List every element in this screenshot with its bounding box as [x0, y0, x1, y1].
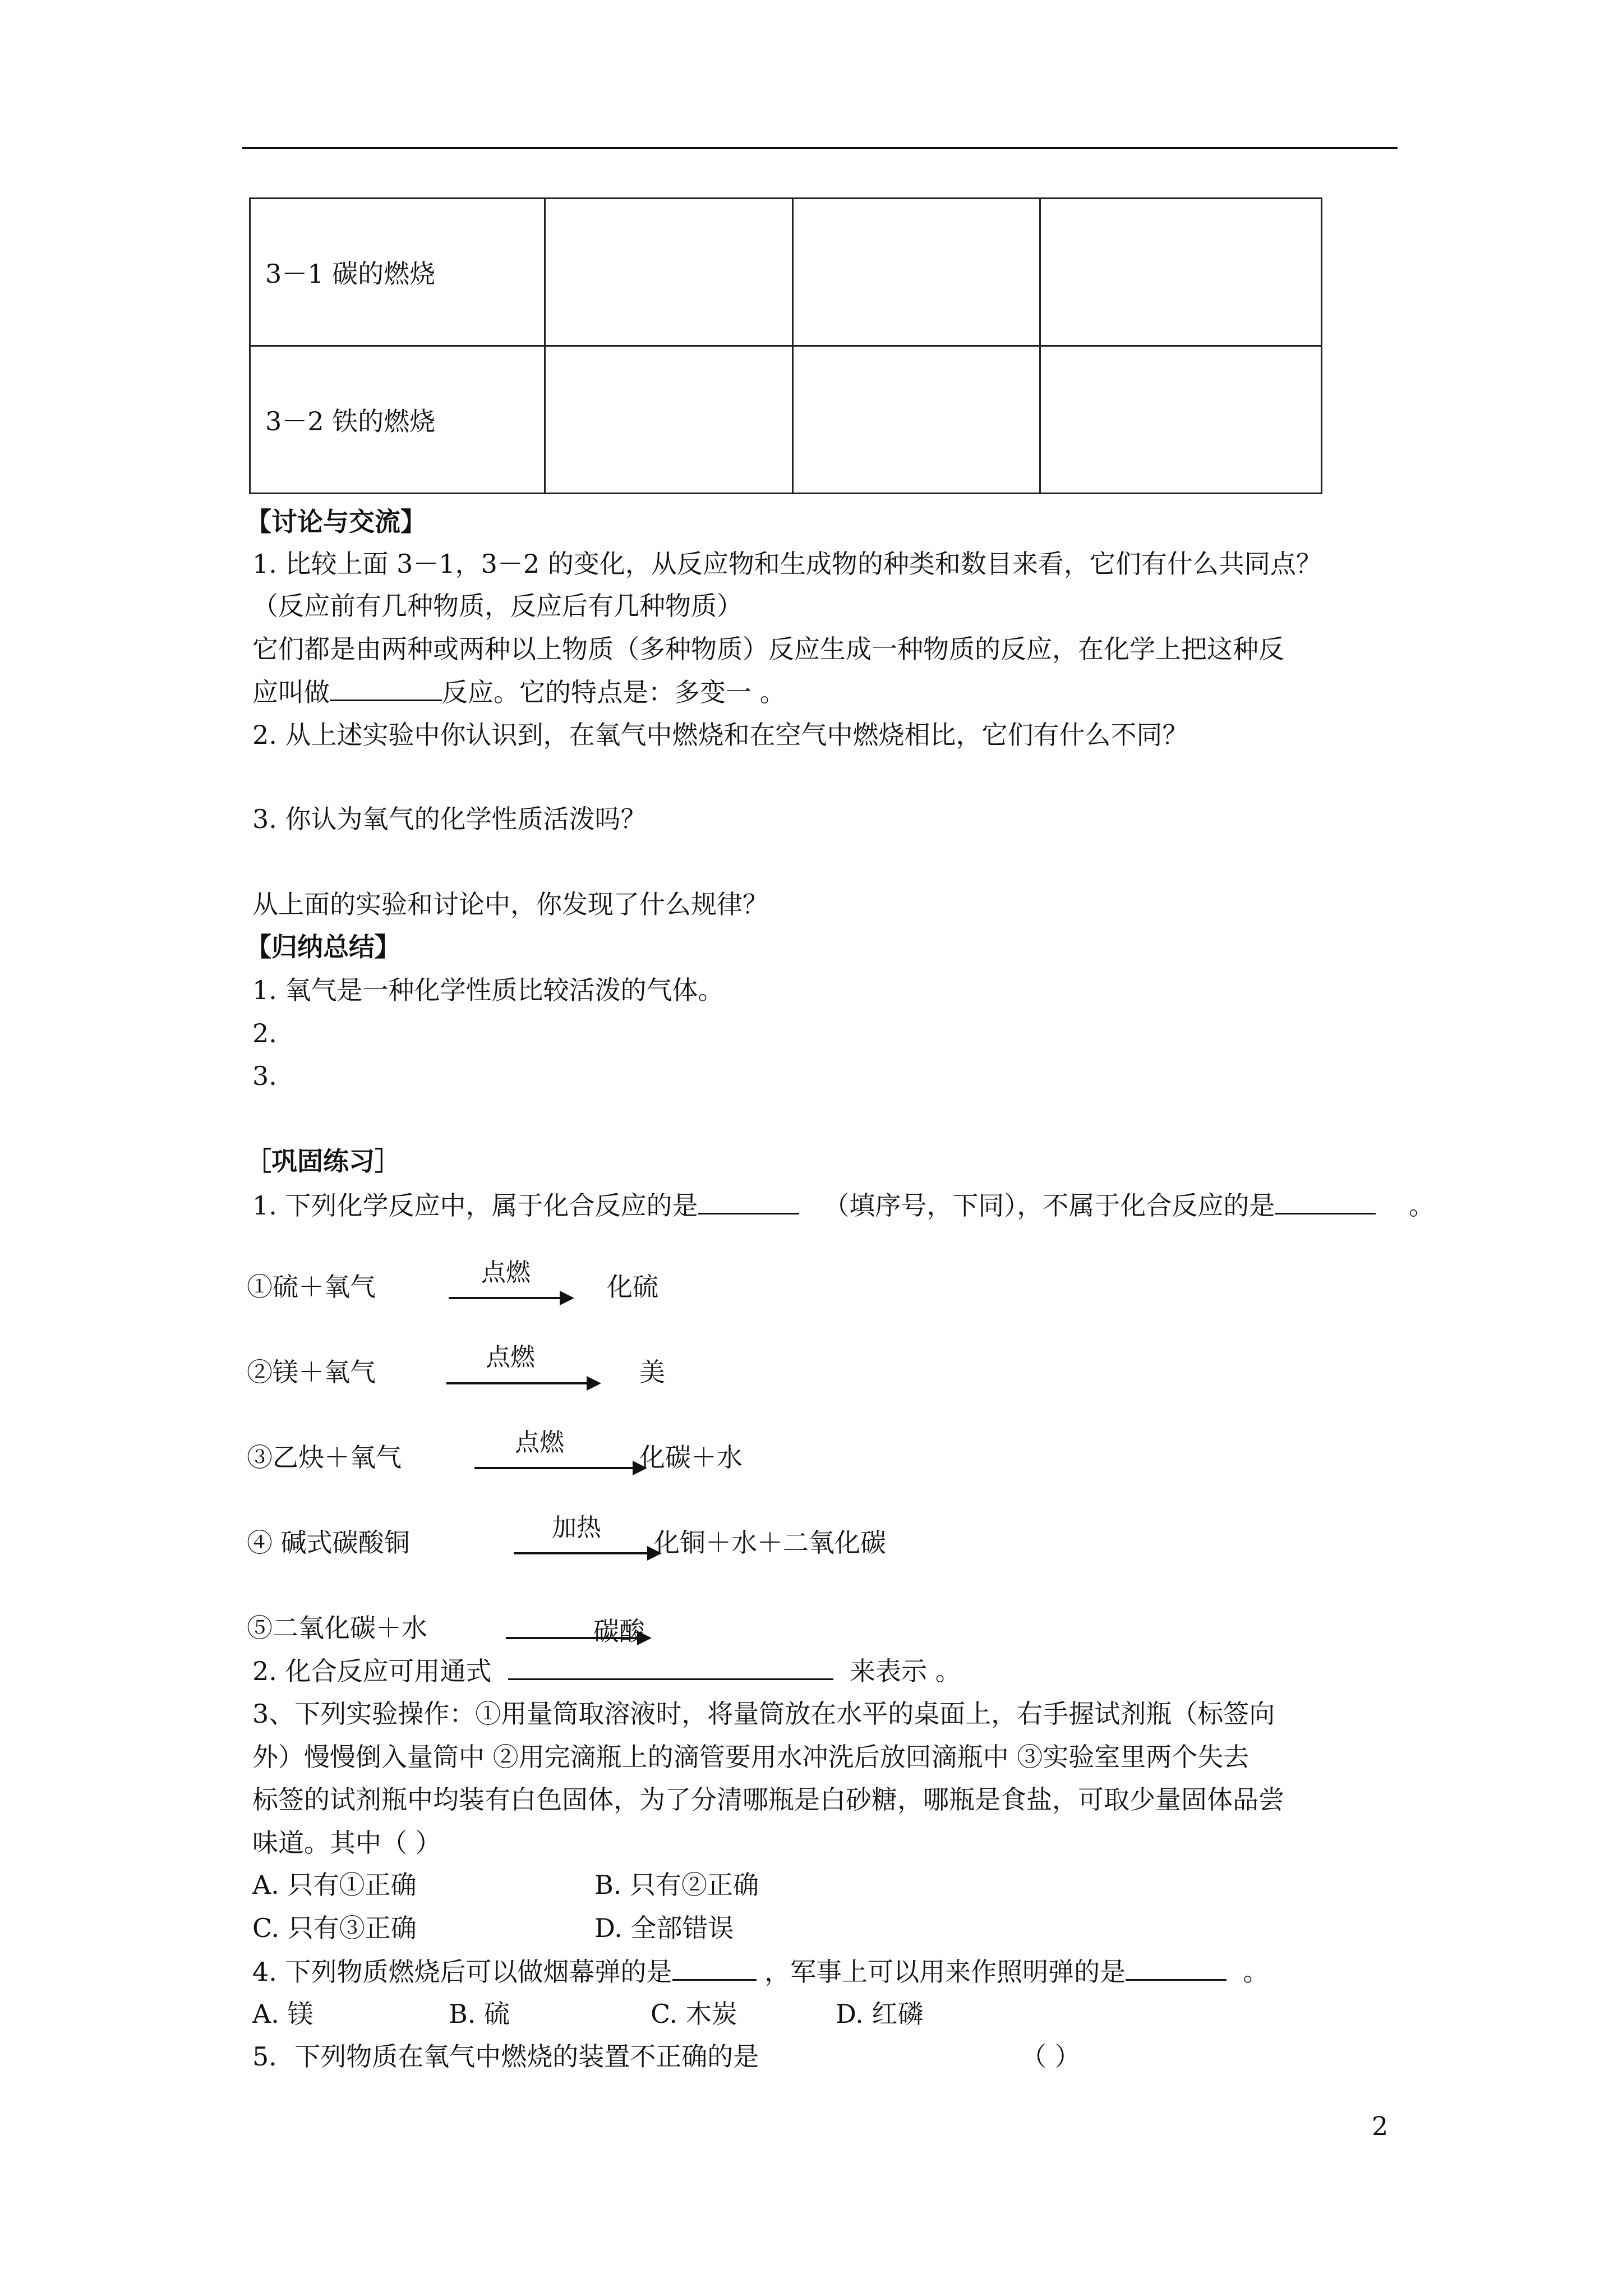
- fill-blank[interactable]: [1275, 1188, 1376, 1214]
- fill-blank[interactable]: [1126, 1954, 1227, 1981]
- q4-option-d[interactable]: D. 红磷: [836, 1999, 924, 2029]
- q3-option-b[interactable]: B. 只有②正确: [594, 1870, 759, 1900]
- reaction-arrow: [446, 1382, 599, 1384]
- discussion-answer-line1: 它们都是由两种或两种以上物质（多种物质）反应生成一种物质的反应，在化学上把这种反: [252, 634, 1284, 664]
- q3-option-c[interactable]: C. 只有③正确: [252, 1913, 417, 1943]
- q3-option-d[interactable]: D. 全部错误: [594, 1913, 734, 1943]
- q4-option-b[interactable]: B. 硫: [449, 1999, 510, 2029]
- table-cell: [793, 346, 1040, 494]
- reaction-arrow: [449, 1297, 572, 1299]
- practice-q2: [252, 1654, 961, 1688]
- reaction-products: 美: [639, 1357, 665, 1387]
- reaction-products: 化碳＋水: [639, 1442, 743, 1473]
- reaction-products: 化硫: [607, 1272, 658, 1302]
- experiment-table: [249, 197, 1322, 494]
- q1-text-b: （填序号，下同），不属于化合反应的是: [823, 1190, 1275, 1221]
- reaction-products: 碳酸: [593, 1616, 645, 1646]
- reaction-reactants: ②镁＋氧气: [247, 1357, 376, 1387]
- q2-text-b: 来表示 。: [850, 1656, 961, 1686]
- reaction-arrow: [474, 1467, 645, 1469]
- practice-q5: 5．下列物质在氧气中燃烧的装置不正确的是: [252, 2041, 759, 2072]
- practice-heading: ［巩固练习］: [246, 1146, 400, 1176]
- q1-text-c: 。: [1408, 1190, 1435, 1221]
- table-cell: [1040, 346, 1322, 494]
- table-cell: [545, 346, 793, 494]
- table-row: [250, 346, 1322, 494]
- reaction-condition: 点燃: [515, 1428, 564, 1457]
- fill-blank[interactable]: [330, 675, 442, 701]
- discussion-q2: 2. 从上述实验中你认识到，在氧气中燃烧和在空气中燃烧相比，它们有什么不同？: [252, 720, 1188, 750]
- q2-text-a: 2. 化合反应可用通式: [252, 1656, 492, 1686]
- reaction-condition: 点燃: [486, 1343, 535, 1372]
- answer-suffix: 反应。它的特点是：多变一 。: [442, 677, 786, 707]
- discussion-q1-line1: 1. 比较上面 3－1，3－2 的变化，从反应物和生成物的种类和数目来看，它们有什么共同点？: [252, 549, 1322, 579]
- table-cell: [545, 199, 793, 346]
- table-cell: [793, 199, 1040, 346]
- reaction-reactants: ①硫＋氧气: [247, 1272, 376, 1302]
- practice-q3-line: 味道。其中（ ）: [252, 1828, 441, 1858]
- discussion-q1-line2: （反应前有几种物质，反应后有几种物质）: [252, 591, 743, 621]
- reaction-reactants: ④ 碱式碳酸铜: [247, 1527, 410, 1558]
- page-number: 2: [1372, 2111, 1389, 2141]
- summary-heading: 【归纳总结】: [246, 932, 400, 962]
- q4-text-b: ，军事上可以用来作照明弹的是: [764, 1957, 1126, 1987]
- summary-item: 3.: [252, 1061, 277, 1091]
- practice-q3-line: 外）慢慢倒入量筒中 ②用完滴瓶上的滴管要用水冲洗后放回滴瓶中 ③实验室里两个失去: [252, 1742, 1249, 1772]
- q3-option-a[interactable]: A. 只有①正确: [252, 1870, 417, 1900]
- table-cell: [1040, 199, 1322, 346]
- header-rule: [242, 147, 1398, 149]
- practice-q3-line: 标签的试剂瓶中均装有白色固体，为了分清哪瓶是白砂糖，哪瓶是食盐，可取少量固体品尝: [252, 1784, 1284, 1815]
- reaction-arrow: [514, 1552, 660, 1554]
- q4-text-c: 。: [1243, 1957, 1269, 1987]
- fill-blank[interactable]: [508, 1654, 833, 1680]
- table-cell-label: 3－2 铁的燃烧: [250, 346, 545, 494]
- table-row: [250, 199, 1322, 346]
- discussion-q4: 从上面的实验和讨论中，你发现了什么规律？: [252, 889, 768, 919]
- q4-text-a: 4. 下列物质燃烧后可以做烟幕弹的是: [252, 1957, 672, 1987]
- reaction-condition: 加热: [552, 1513, 601, 1542]
- reaction-products: 化铜＋水＋二氧化碳: [654, 1527, 886, 1558]
- practice-q4: [252, 1954, 1269, 1989]
- practice-q3-line: 3、下列实验操作：①用量筒取溶液时，将量筒放在水平的桌面上，右手握试剂瓶（标签向: [252, 1699, 1275, 1729]
- answer-prefix: 应叫做: [252, 677, 330, 707]
- discussion-q3: 3. 你认为氧气的化学性质活泼吗？: [252, 804, 647, 834]
- summary-item: 1. 氧气是一种化学性质比较活泼的气体。: [252, 975, 724, 1005]
- fill-blank[interactable]: [672, 1954, 757, 1981]
- summary-item: 2.: [252, 1018, 277, 1048]
- q1-text-a: 1. 下列化学反应中，属于化合反应的是: [252, 1190, 698, 1221]
- reaction-reactants: ③乙炔＋氧气: [247, 1442, 402, 1473]
- practice-q1: [252, 1188, 1435, 1222]
- reaction-reactants: ⑤二氧化碳＋水: [247, 1613, 427, 1643]
- table-cell-label: 3－1 碳的燃烧: [250, 199, 545, 346]
- discussion-answer-line2: [252, 675, 786, 709]
- q4-option-c[interactable]: C. 木炭: [651, 1999, 737, 2029]
- discussion-heading: 【讨论与交流】: [246, 507, 426, 537]
- reaction-condition: 点燃: [481, 1258, 531, 1287]
- q4-option-a[interactable]: A. 镁: [252, 1999, 313, 2029]
- fill-blank[interactable]: [698, 1188, 799, 1214]
- q5-answer-paren: （ ）: [1021, 2041, 1081, 2072]
